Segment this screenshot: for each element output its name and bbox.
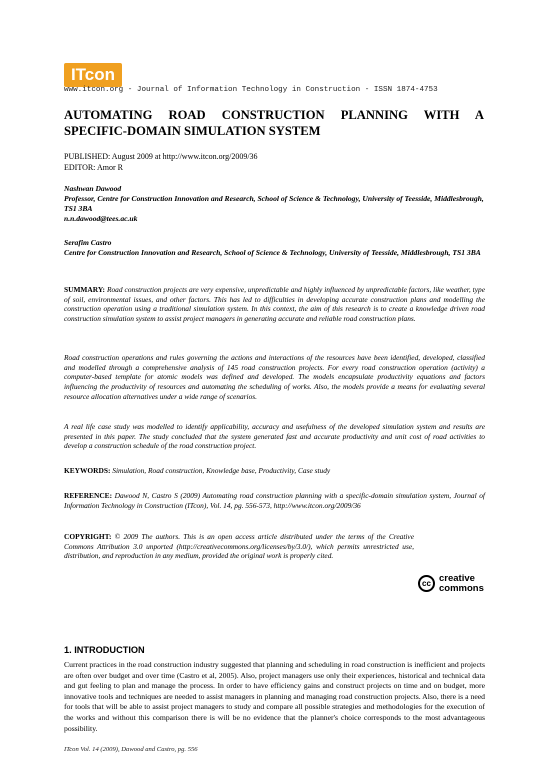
copyright-label: COPYRIGHT: [64,532,112,541]
reference-label: REFERENCE: [64,491,113,500]
reference-text: Dawood N, Castro S (2009) Automating road construction planning with a specific-domain simulation system, Journal of Information Technology in Construction (ITcon), Vol. 14, pg. 556-573, http://www.itcon.org/2009/36 [64,491,485,510]
editor-line: EDITOR: Amor R [64,162,123,172]
keywords-label: KEYWORDS: [64,466,111,475]
cc-wordmark-line-1: creative [439,573,475,584]
summary-label: SUMMARY: [64,285,105,294]
author-block-1 [64,184,484,224]
reference [64,491,485,510]
section-heading-introduction: 1. INTRODUCTION [64,645,145,655]
paper-title [64,108,484,139]
summary-text-1: Road construction projects are very expensive, unpredictable and highly influenced by unpredictable factors, like weather, type of soil, environmental issues, and other factors. This has led to difficulties in developing accurate construction plans and modelling the construction operation using a traditional simulation system. In this context, the aim of this research is to create a knowledge driven road construction simulation system to assist project managers in generating accurate and reliable road construction plans. [64,285,485,324]
summary-text-2: Road construction operations and rules governing the actions and interactions of the resources have been identified, developed, classified and modelled through a comprehensive analysis of 145 road construction projects. For every road construction operation (activity) a computer-based template for atomic models was defined and developed. The models encapsulate productivity equations and factors influencing the productivity of resources and automating the scheduling of works. Also, the models provide a means for evaluating several resource allocation alternatives under a wide range of scenarios. [64,353,485,401]
creative-commons-logo [418,574,482,594]
author-block-2 [64,238,484,258]
copyright-text: © 2009 The authors. This is an open access article distributed under the terms of the Creative Commons Attribution 3.0 unported (http://creativecommons.org/licenses/by/3.0/), which permits unrestricted use, distribution, and reproduction in any medium, provided the original work is properly cited. [64,532,414,561]
journal-line: www.itcon.org - Journal of Information Technology in Construction - ISSN 1874-4753 [64,86,438,94]
summary-paragraph-1 [64,285,485,324]
cc-wordmark [439,574,484,593]
author-affiliation: Centre for Construction Innovation and Research, School of Science & Technology, University of Teesside, Middlesbrough, TS1 3BA [64,248,481,257]
cc-icon: cc [418,575,435,592]
page-footer: ITcon Vol. 14 (2009), Dawood and Castro, pg. 556 [64,746,198,753]
summary-paragraph-3 [64,422,485,451]
copyright [64,532,414,561]
author-name: Serafim Castro [64,238,112,247]
cc-wordmark-line-2: commons [439,582,484,594]
author-affiliation: Professor, Centre for Construction Innovation and Research, School of Science & Technology, University of Teesside, Middlesbrough, TS1 3BA [64,194,484,213]
author-name: Nashwan Dawood [64,184,122,193]
title-line-2: SPECIFIC-DOMAIN SIMULATION SYSTEM [64,123,321,138]
keywords [64,466,485,476]
published-line: PUBLISHED: August 2009 at http://www.itcon.org/2009/36 [64,152,258,161]
summary-paragraph-2 [64,353,485,402]
summary-text-3: A real life case study was modelled to identify applicability, accuracy and usefulness of the developed simulation system and results are presented in this paper. The study concluded that the system generated fast and accurate productivity and unit cost of road activities to develop a construction schedule of the road construction project. [64,422,485,451]
publication-meta [64,152,258,173]
itcon-logo: ITcon [64,63,122,87]
introduction-text: Current practices in the road construction industry suggested that planning and scheduling in road construction is inefficient and projects are often over budget and over time (Castro et al, 2005). Also, project managers use only their experiences, historical and technical data and gut feeling to plan and manage the process. In order to have efficiency gains and construct projects on time and on budget, more innovative tools and techniques are needed to assist managers in planning and managing road construction projects. Also, there is a need for tools that will be able to assist project managers to study and compare all possible strategies and methodologies for the execution of the works and without this comparison there is will be no evidence that the planner's choice corresponds to the most advantageous possibility. [64,660,485,733]
title-line-1: AUTOMATING ROAD CONSTRUCTION PLANNING WITH A [64,108,484,122]
author-email[interactable]: n.n.dawood@tees.ac.uk [64,214,138,223]
keywords-text: Simulation, Road construction, Knowledge base, Productivity, Case study [112,466,331,475]
